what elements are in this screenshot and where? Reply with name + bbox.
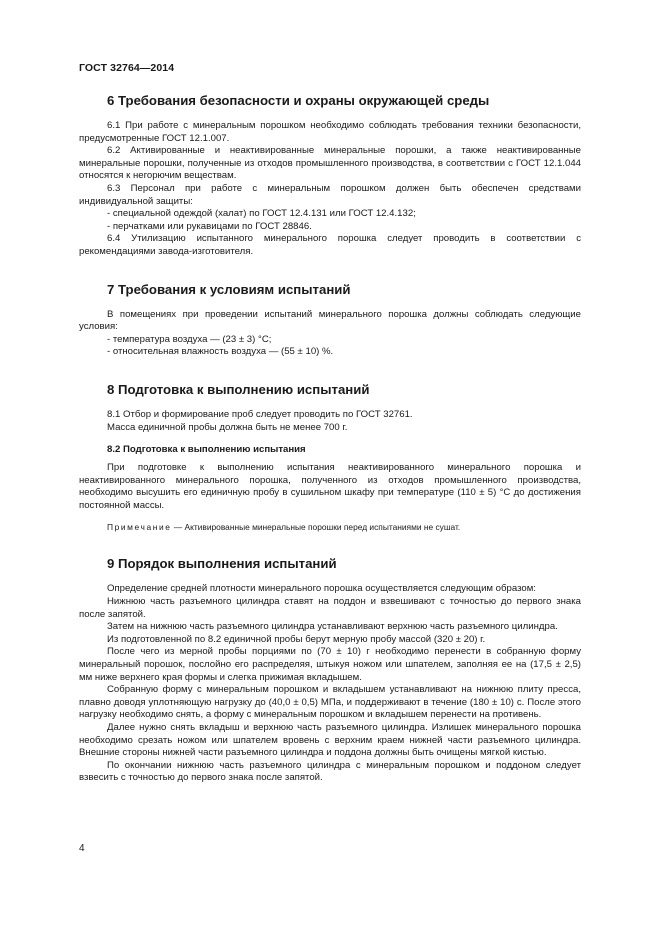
section-9-paragraph-5: После чего из мерной пробы порциями по (70 ± 10) г необходимо перенести в собранную форму минеральный порошок, послойно его распределяя, штыкуя ножом или шпателем, заполняя ее на (17,5 ± 2,5) мм ниже верхнего края формы и слегка прижимая вкладышем. [79, 646, 581, 683]
section-6-list-item-1: - специальной одеждой (халат) по ГОСТ 12.4.131 или ГОСТ 12.4.132; [107, 208, 416, 220]
section-9-paragraph-4: Из подготовленной по 8.2 единичной пробы берут мерную пробу массой (320 ± 20) г. [107, 633, 486, 645]
section-6-paragraph-2: 6.2 Активированные и неактивированные минеральные порошки, а также неактивированные минеральные порошки, полученные из отходов промышленного производства, в соответствии с ГОСТ 12.1.044 относятся к негорючим веществам. [79, 145, 581, 182]
section-6-paragraph-1: 6.1 При работе с минеральным порошком необходимо соблюдать требования техники безопасности, предусмотренные ГОСТ 12.1.007. [79, 120, 581, 144]
section-8-paragraph-2: Масса единичной пробы должна быть не менее 700 г. [107, 421, 348, 433]
section-7-list-item-1: - температура воздуха — (23 ± 3) °C; [107, 333, 272, 345]
section-6-title: 6 Требования безопасности и охраны окружающей среды [107, 93, 490, 108]
note-label: Примечание [107, 522, 172, 533]
section-7-list-item-2: - относительная влажность воздуха — (55 ± 10) %. [107, 346, 334, 358]
section-9-paragraph-7: Далее нужно снять вкладыш и верхнюю часть разъемного цилиндра. Излишек минерального порошка необходимо срезать ножом или шпателем вровень с верхним краем нижней части разъемного цилиндра. Внешние стороны нижней части разъемного цилиндра и поддона должны быть очищены мягкой кистью. [79, 722, 581, 759]
document-header: ГОСТ 32764—2014 [79, 62, 175, 74]
document-body [79, 93, 581, 785]
section-8-note [79, 521, 581, 533]
section-9-paragraph-1: Определение средней плотности минерального порошка осуществляется следующим образом: [107, 583, 536, 595]
section-6-list-item-2: - перчатками или рукавицами по ГОСТ 28846. [107, 220, 312, 232]
section-9-paragraph-2: Нижнюю часть разъемного цилиндра ставят на поддон и взвешивают с точностью до первого знака после запятой. [79, 596, 581, 620]
section-9-paragraph-8: По окончании нижнюю часть разъемного цилиндра с минеральным порошком и поддоном следует взвесить с точностью до первого знака после запятой. [79, 759, 581, 784]
section-8-title: 8 Подготовка к выполнению испытаний [107, 381, 370, 397]
section-9-paragraph-6: Собранную форму с минеральным порошком и вкладышем устанавливают на нижнюю плиту пресса, плавно доводя уплотняющую нагрузку до (40,0 ± 0,5) МПа, и поддерживают в течение (180 ± 10) с. После этого нагрузку необходимо снять, а форму с минеральным порошком и вкладышем перенести на противень. [79, 684, 581, 721]
section-6-paragraph-4: 6.4 Утилизацию испытанного минерального порошка следует проводить в соответствии с рекомендациями завода-изготовителя. [79, 233, 581, 257]
section-9-title: 9 Порядок выполнения испытаний [107, 556, 337, 572]
section-8-2-title: 8.2 Подготовка к выполнению испытания [107, 444, 306, 456]
page-number: 4 [79, 843, 85, 854]
note-text: — Активированные минеральные порошки перед испытаниями не сушат. [171, 522, 461, 533]
section-8-paragraph-1: 8.1 Отбор и формирование проб следует проводить по ГОСТ 32761. [107, 408, 413, 420]
section-7-title: 7 Требования к условиям испытаний [107, 281, 351, 297]
section-7-paragraph-1: В помещениях при проведении испытаний минерального порошка должны соблюдать следующие условия: [79, 308, 581, 333]
section-9-paragraph-3: Затем на нижнюю часть разъемного цилиндра устанавливают верхнюю часть разъемного цилиндра. [107, 621, 558, 633]
section-6-paragraph-3: 6.3 Персонал при работе с минеральным порошком должен быть обеспечен средствами индивидуальной защиты: [79, 182, 581, 207]
section-8-paragraph-3: При подготовке к выполнению испытания неактивированного минерального порошка и неактивированного минерального порошка, полученного из отходов промышленного производства, необходимо высушить его единичную пробу в сушильном шкафу при температуре (110 ± 5) °C до достижения постоянной массы. [79, 462, 581, 511]
